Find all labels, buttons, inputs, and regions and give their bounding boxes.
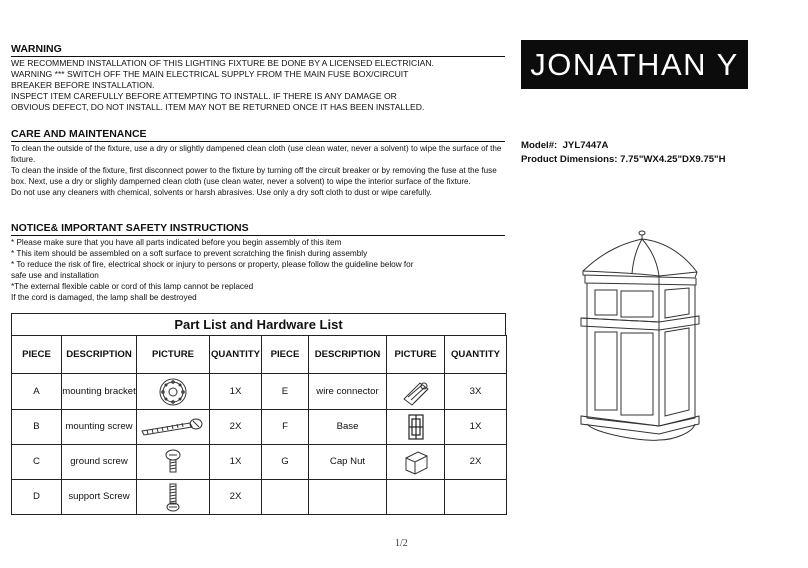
col-header: PICTURE	[137, 336, 210, 374]
notice-line: *The external flexible cable or cord of this lamp cannot be replaced	[11, 282, 254, 292]
description-cell: mounting bracket	[62, 374, 137, 410]
warning-line: OBVIOUS DEFECT, DO NOT INSTALL. ITEM MAY NOT BE RETURNED ONCE IT HAS BEEN INSTALLED.	[11, 102, 425, 113]
picture-cell	[137, 410, 210, 445]
quantity-cell: 2X	[445, 445, 507, 480]
table-row	[12, 410, 507, 445]
piece-cell: G	[262, 445, 309, 480]
piece-cell	[262, 480, 309, 515]
description-cell: ground screw	[62, 445, 137, 480]
picture-cell	[387, 374, 445, 410]
product-info	[521, 139, 726, 167]
table-header-row	[12, 336, 507, 374]
care-title: CARE AND MAINTENANCE	[11, 128, 505, 142]
quantity-cell: 1X	[445, 410, 507, 445]
dims-value: 7.75"WX4.25"DX9.75"H	[620, 154, 726, 165]
col-header: PIECE	[12, 336, 62, 374]
description-cell: Base	[309, 410, 387, 445]
notice-line: safe use and installation	[11, 271, 99, 281]
quantity-cell: 2X	[210, 410, 262, 445]
mounting-screw-icon	[140, 417, 206, 437]
description-cell	[309, 480, 387, 515]
quantity-cell: 2X	[210, 480, 262, 515]
piece-cell: C	[12, 445, 62, 480]
brand-logo: JONATHAN Y	[521, 40, 748, 89]
col-header: QUANTITY	[445, 336, 507, 374]
model-value: JYL7447A	[562, 140, 609, 151]
picture-cell	[137, 374, 210, 410]
notice-title: NOTICE& IMPORTANT SAFETY INSTRUCTIONS	[11, 222, 505, 236]
piece-cell: F	[262, 410, 309, 445]
warning-line: BREAKER BEFORE INSTALLATION.	[11, 80, 155, 91]
description-cell: support Screw	[62, 480, 137, 515]
picture-cell	[387, 410, 445, 445]
picture-cell	[387, 445, 445, 480]
col-header: DESCRIPTION	[309, 336, 387, 374]
piece-cell: A	[12, 374, 62, 410]
picture-cell	[137, 480, 210, 515]
picture-cell	[137, 445, 210, 480]
parts-title: Part List and Hardware List	[11, 313, 506, 335]
notice-line: * Please make sure that you have all parts indicated before you begin assembly of this item	[11, 238, 342, 247]
cap-nut-icon	[402, 448, 430, 476]
warning-line: WARNING *** SWITCH OFF THE MAIN ELECTRICAL SUPPLY FROM THE MAIN FUSE BOX/CIRCUIT	[11, 69, 409, 80]
piece-cell: D	[12, 480, 62, 515]
description-cell: wire connector	[309, 374, 387, 410]
notice-body	[11, 237, 505, 304]
warning-line: WE RECOMMEND INSTALLATION OF THIS LIGHTING FIXTURE BE DONE BY A LICENSED ELECTRICIAN.	[11, 58, 434, 68]
table-row	[12, 445, 507, 480]
piece-cell: E	[262, 374, 309, 410]
parts-table	[11, 335, 507, 515]
picture-cell	[387, 480, 445, 515]
support-screw-icon	[166, 482, 180, 512]
warning-body	[11, 58, 505, 113]
description-cell: mounting screw	[62, 410, 137, 445]
lamp-illustration	[575, 228, 765, 452]
base-icon	[406, 412, 426, 442]
notice-line: * To reduce the risk of fire, electrical shock or injury to persons or property, please follow the guideline below for	[11, 260, 414, 270]
page-number: 1/2	[395, 538, 408, 549]
table-row	[12, 374, 507, 410]
col-header: PIECE	[262, 336, 309, 374]
description-cell: Cap Nut	[309, 445, 387, 480]
quantity-cell: 3X	[445, 374, 507, 410]
piece-cell: B	[12, 410, 62, 445]
warning-title: WARNING	[11, 43, 505, 57]
warning-line: INSPECT ITEM CAREFULLY BEFORE ATTEMPTING TO INSTALL. IF THERE IS ANY DAMAGE OR	[11, 91, 397, 102]
model-label: Model#:	[521, 140, 558, 151]
col-header: PICTURE	[387, 336, 445, 374]
table-row	[12, 480, 507, 515]
notice-line: * This item should be assembled on a soft surface to prevent scratching the finish during assembly	[11, 249, 368, 259]
ground-screw-icon	[164, 449, 182, 475]
wire-connector-icon	[400, 377, 432, 407]
quantity-cell: 1X	[210, 374, 262, 410]
care-body	[11, 143, 505, 204]
care-paragraph: To clean the outside of the fixture, use a dry or slightly dampened clean cloth (use clean water, never a solvent) to wipe the surface of the fixture.	[11, 144, 502, 165]
care-paragraph: To clean the inside of the fixture, first disconnect power to the fixture by turning off the circuit breaker or by removing the fuse at the fuse box. Next, use a dry or slighly damperned clean cloth (use clean water, never a solvent) to wipe the interior surface of the fixture.	[11, 166, 497, 187]
quantity-cell: 1X	[210, 445, 262, 480]
quantity-cell	[445, 480, 507, 515]
dims-label: Product Dimensions:	[521, 154, 618, 165]
col-header: DESCRIPTION	[62, 336, 137, 374]
care-paragraph: Do not use any cleaners with chemical, solvents or harsh abrasives. Use only a dry soft cloth to dust or wipe carefully.	[11, 188, 432, 198]
mounting-bracket-icon	[158, 377, 188, 407]
notice-line: If the cord is damaged, the lamp shall be destroyed	[11, 293, 197, 303]
col-header: QUANTITY	[210, 336, 262, 374]
